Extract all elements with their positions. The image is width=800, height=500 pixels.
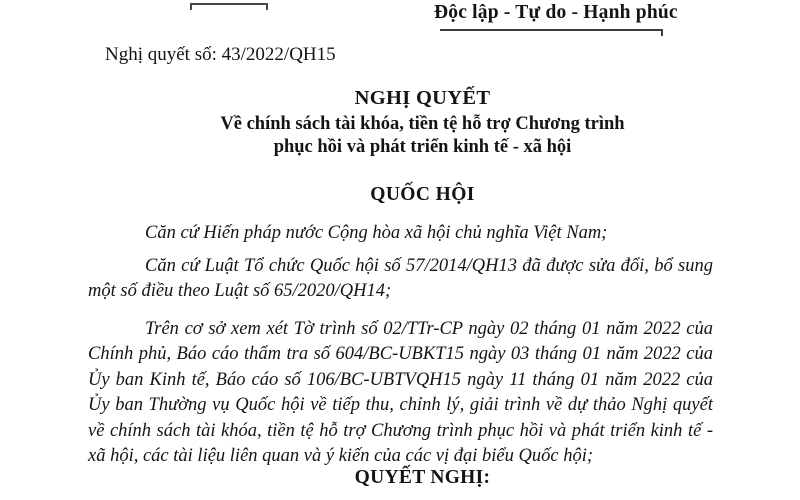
preamble-paragraph-3: Trên cơ sở xem xét Tờ trình số 02/TTr-CP ngày 02 tháng 01 năm 2022 của Chính phủ, Báo cáo thẩm tra số 604/BC-UBKT15 ngày 03 tháng 01 năm 2022 của Ủy ban Kinh tế, Báo cáo số 106/BC-UBTVQH15 ngày 11 tháng 01 năm 2022 của Ủy ban Thường vụ Quốc hội về tiếp thu, chỉnh lý, giải trình về dự thảo Nghị quyết về chính sách tài khóa, tiền tệ hỗ trợ Chương trình phục hồi và phát triển kinh tế - xã hội, các tài liệu liên quan và ý kiến của các vị đại biểu Quốc hội; [88,318,713,466]
preamble [88,221,713,470]
national-motto: Độc lập - Tự do - Hạnh phúc [434,2,678,23]
resolution-subtitle-line2: phục hồi và phát triển kinh tế - xã hội [273,136,572,157]
preamble-paragraph-1: Căn cứ Hiến pháp nước Cộng hòa xã hội chủ nghĩa Việt Nam; [145,223,608,243]
issuing-body: QUỐC HỘI [370,184,475,205]
preamble-paragraph-2: Căn cứ Luật Tổ chức Quốc hội số 57/2014/QH13 đã được sửa đổi, bổ sung một số điều theo Luật số 65/2020/QH14; [88,255,713,301]
document-number: Nghị quyết số: 43/2022/QH15 [105,44,336,65]
decree-heading: QUYẾT NGHỊ: [354,467,491,488]
title-block [135,87,710,158]
motto-underline [440,29,663,37]
letterhead-underline-fragment [190,3,268,12]
resolution-title: NGHỊ QUYẾT [354,87,491,109]
resolution-subtitle-line1: Về chính sách tài khóa, tiền tệ hỗ trợ Chương trình [220,114,625,134]
